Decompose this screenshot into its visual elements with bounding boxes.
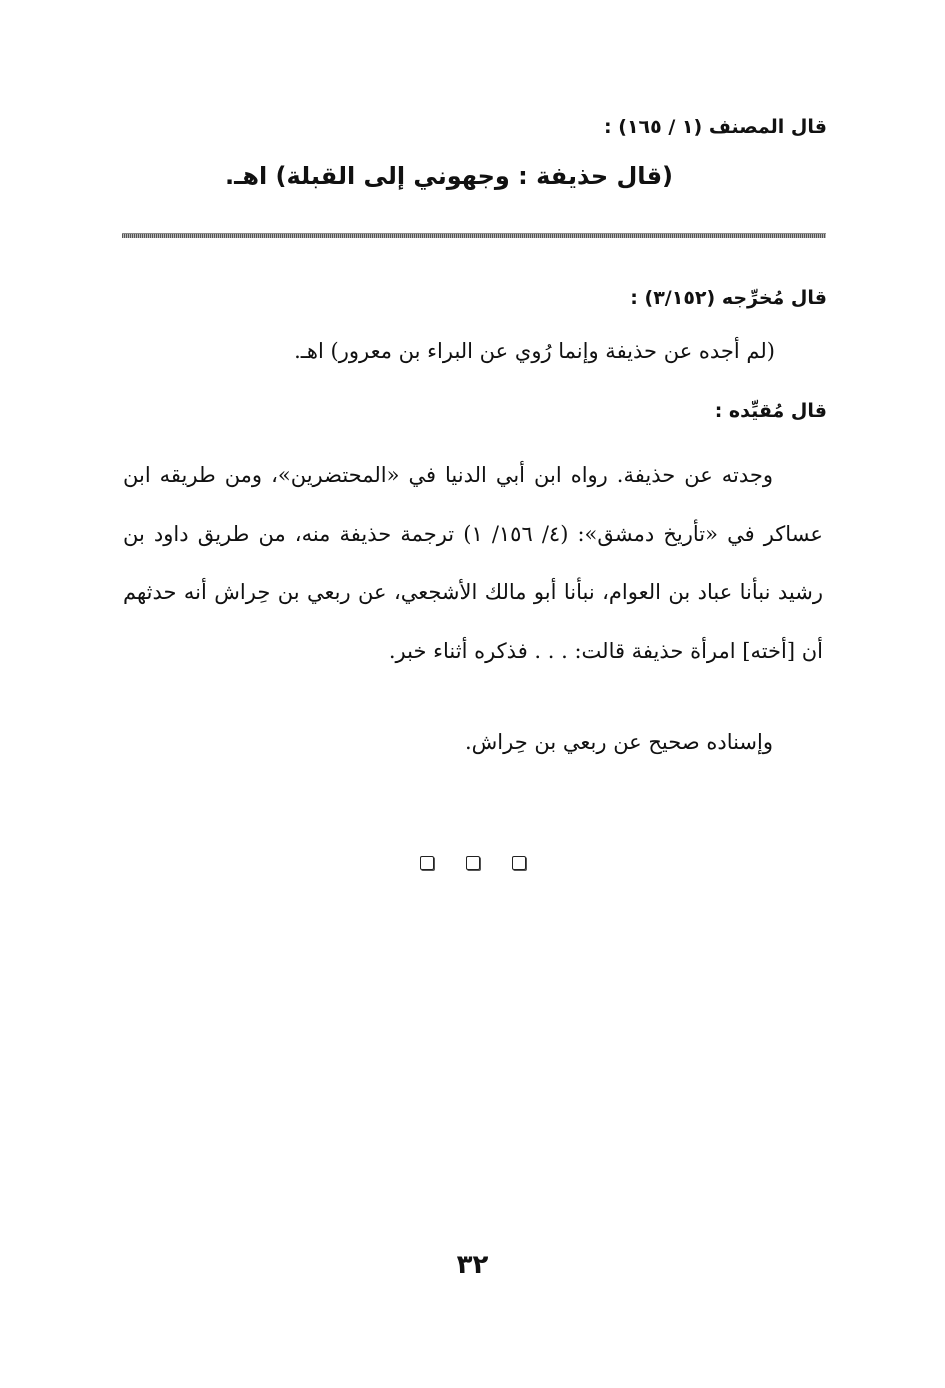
page-number: ٣٢	[456, 1250, 489, 1280]
square-ornament-icon	[512, 856, 526, 870]
commentary-paragraph	[123, 446, 823, 680]
isnad-verdict: وإسناده صحيح عن ربعي بن حِراش.	[465, 730, 773, 754]
section-heading-mukharrij: قال مُخرِّجه (٣/١٥٢) :	[630, 287, 827, 309]
divider-rule	[122, 233, 826, 238]
square-ornament-icon	[420, 856, 434, 870]
author-quote: (قال حذيفة : وجهوني إلى القبلة) اهـ.	[225, 162, 673, 190]
section-separator	[0, 855, 945, 874]
commentary-text: وجدته عن حذيفة. رواه ابن أبي الدنيا في «المحتضرين»، ومن طريقه ابن عساكر في «تأريخ دمشق»: (٤/ ١٥٦/ ١) ترجمة حذيفة منه، من طريق داود بن رشيد نبأنا عباد بن العوام، نبأنا أبو مالك الأشجعي، عن ربعي بن حِراش أنه حدثهم أن [أخته] امرأة حذيفة قالت: . . . فذكره أثناء خبر.	[123, 463, 823, 663]
section-heading-author: قال المصنف (١ / ١٦٥) :	[604, 116, 827, 138]
square-ornament-icon	[466, 856, 480, 870]
section-heading-muqayyid: قال مُقيِّده :	[714, 400, 827, 422]
mukharrij-quote: (لم أجده عن حذيفة وإنما رُوي عن البراء بن معرور) اهـ.	[294, 339, 775, 363]
